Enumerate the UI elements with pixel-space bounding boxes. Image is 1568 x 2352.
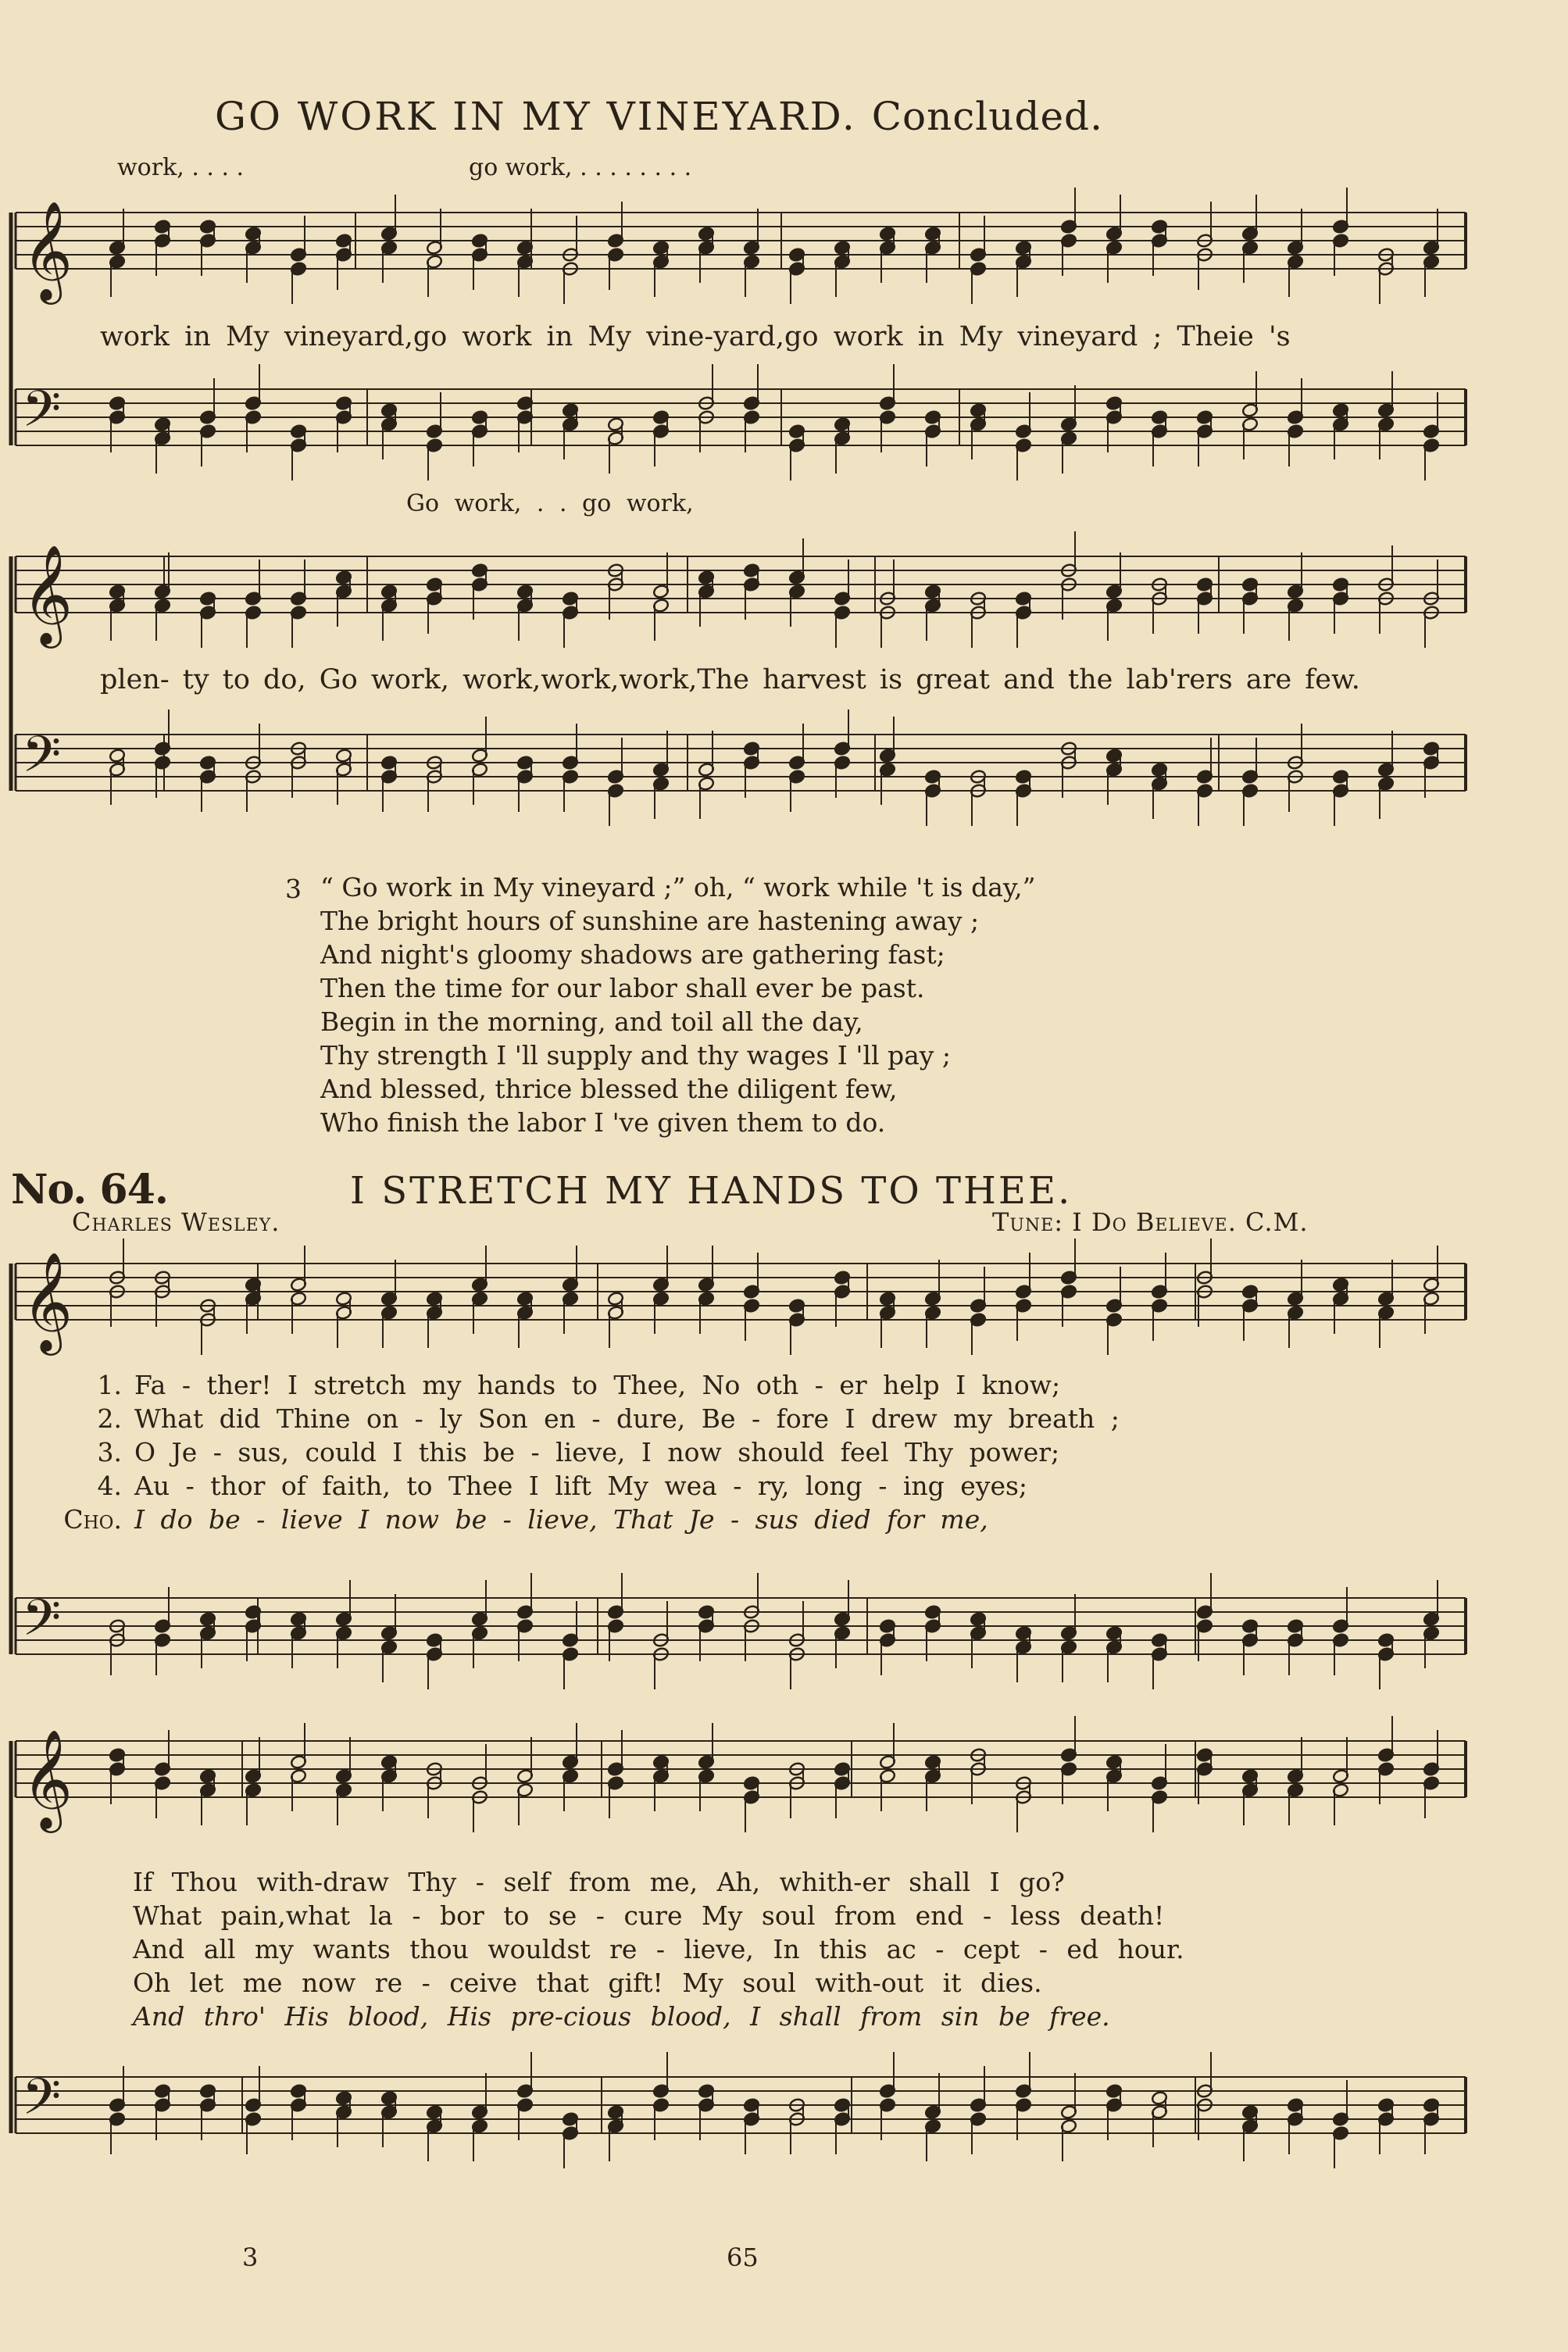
verse-line	[52, 1436, 1059, 1469]
page-title-suffix: Concluded.	[871, 94, 1103, 139]
cue-text: work, . . . .	[117, 154, 245, 181]
verse-text: O Je - sus, could I this be - lieve, I now should feel Thy power;	[134, 1437, 1060, 1467]
stanza-number: 3	[285, 874, 302, 904]
verse-line	[52, 1403, 1120, 1435]
cue-text: Go work, . . go work,	[406, 490, 694, 517]
verse-text: Au - thor of faith, to Thee I lift My wea - ry, long - ing eyes;	[134, 1471, 1028, 1501]
treble-clef: 𝄞	[22, 200, 73, 300]
stanza-line: And night's gloomy shadows are gathering fast;	[320, 939, 945, 970]
verse-text: I do be - lieve I now be - lieve, That Je - sus died for me,	[134, 1504, 988, 1535]
hymn-tune: Tune: I Do Believe. C.M.	[992, 1207, 1309, 1237]
bass-clef: 𝄢	[22, 1589, 62, 1660]
verse-line	[52, 1470, 1027, 1503]
verse-label: 3.	[97, 1437, 122, 1467]
hymn-author: Charles Wesley.	[72, 1207, 280, 1237]
lyric-line: work in My vineyard,go work in My vine-yard,go work in My vineyard ; Theie 's	[100, 321, 1291, 352]
verse-label: 4.	[97, 1471, 122, 1501]
page-number: 65	[727, 2243, 759, 2272]
stanza-line: Begin in the morning, and toil all the day,	[320, 1006, 863, 1037]
bass-clef: 𝄢	[22, 381, 62, 451]
verse-line: What pain,what la - bor to se - cure My soul from end - less death!	[133, 1900, 1165, 1931]
verse-label: Cho.	[63, 1504, 122, 1535]
stanza-line: Then the time for our labor shall ever be past.	[320, 973, 925, 1003]
verse-label: 2.	[97, 1403, 122, 1434]
stanza-line: “ Go work in My vineyard ;” oh, “ work while 't is day,”	[320, 872, 1036, 903]
verse-line: And all my wants thou wouldst re - lieve, In this ac - cept - ed hour.	[133, 1934, 1184, 1964]
hymn-title: I STRETCH MY HANDS TO THEE.	[350, 1169, 1073, 1213]
treble-clef: 𝄞	[22, 544, 73, 644]
treble-clef: 𝄞	[22, 1728, 73, 1828]
verse-line: Oh let me now re - ceive that gift! My soul with-out it dies.	[133, 1968, 1042, 1998]
stanza-line: Who finish the labor I 've given them to do.	[320, 1107, 886, 1138]
bass-clef: 𝄢	[22, 726, 62, 796]
stanza-line: The bright hours of sunshine are hastening away ;	[320, 906, 980, 936]
verse-line	[52, 1503, 988, 1536]
verse-label: 1.	[97, 1370, 122, 1400]
verse-line: And thro' His blood, His pre-cious blood, I shall from sin be free.	[133, 2001, 1110, 2032]
treble-clef: 𝄞	[22, 1251, 73, 1351]
cue-text: go work, . . . . . . . .	[469, 154, 692, 181]
stanza-line: And blessed, thrice blessed the diligent few,	[320, 1074, 898, 1104]
bass-clef: 𝄢	[22, 2068, 62, 2139]
hymn-number: No. 64.	[11, 1166, 168, 1214]
verse-line: If Thou with-draw Thy - self from me, Ah, whith-er shall I go?	[133, 1867, 1065, 1897]
printer-signature: 3	[242, 2243, 259, 2272]
page-title-main: GO WORK IN MY VINEYARD.	[215, 94, 857, 139]
verse-text: Fa - ther! I stretch my hands to Thee, No oth - er help I know;	[134, 1370, 1061, 1400]
verse-text: What did Thine on - ly Son en - dure, Be - fore I drew my breath ;	[134, 1403, 1120, 1434]
lyric-line: plen- ty to do, Go work, work,work,work,The harvest is great and the lab'rers are few.	[100, 664, 1360, 695]
stanza-line: Thy strength I 'll supply and thy wages I 'll pay ;	[320, 1040, 952, 1071]
verse-line	[52, 1369, 1060, 1402]
